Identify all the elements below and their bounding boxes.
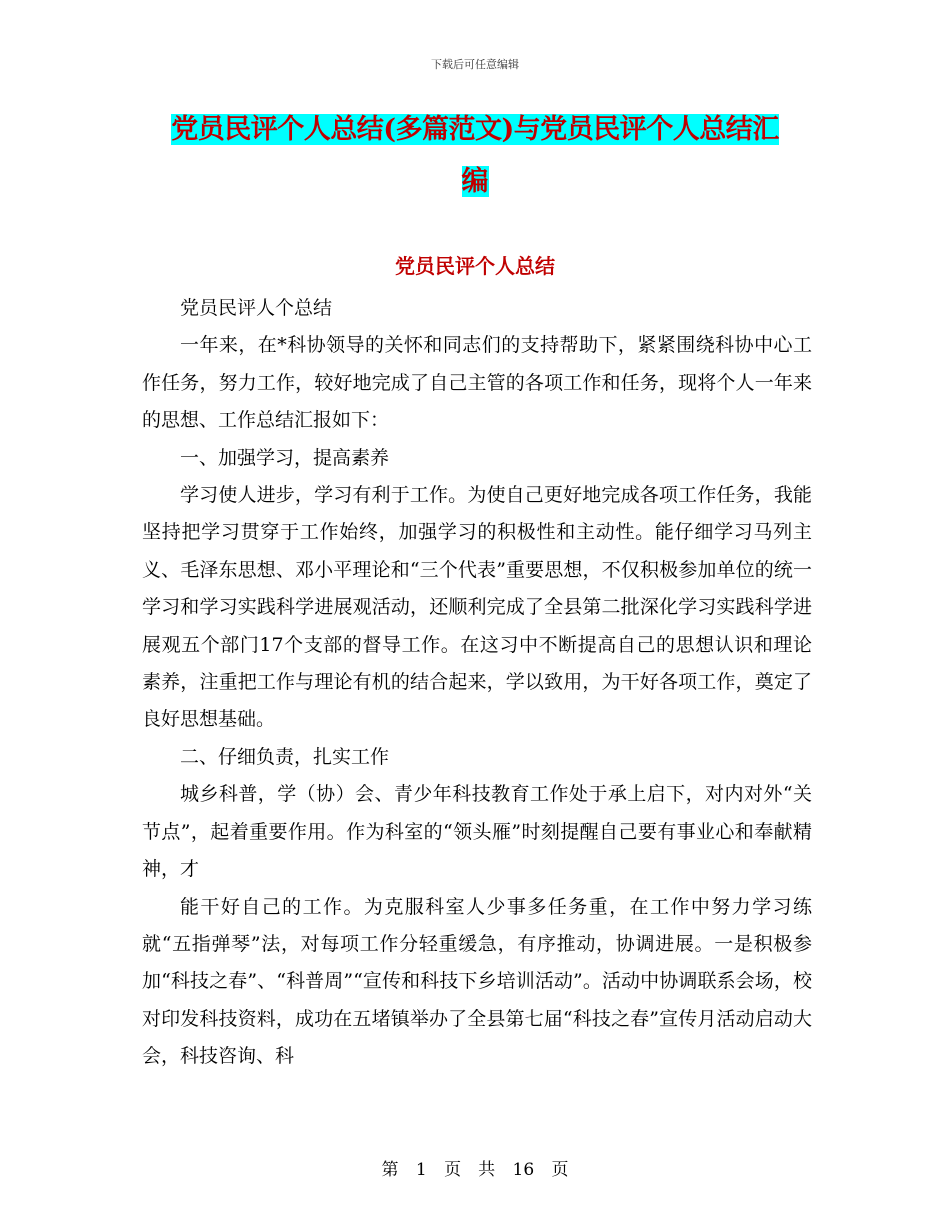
paragraph-subtitle: 党员民评人个总结	[180, 297, 333, 319]
footer-prefix: 第	[381, 1160, 399, 1180]
paragraph-heading-1: 一、加强学习，提高素养	[180, 446, 390, 469]
paragraph-heading-2: 二、仔细负责，扎实工作	[180, 745, 390, 768]
main-title	[60, 110, 890, 202]
page-footer	[0, 1155, 950, 1180]
footer-middle: 页 共	[444, 1160, 496, 1180]
document-body	[142, 290, 812, 1076]
paragraph-work-2: 能干好自己的工作。为克服科室人少事多任务重，在工作中努力学习练就“五指弹琴”法，对每项工作分轻重缓急，有序推动，协调进展。一是积极参加“科技之春”、“科普周”“宣传和科技下乡培训活动”。活动中协调联系会场，校对印发科技资料，成功在五堵镇举办了全县第七届“科技之春”宣传月活动启动大会，科技咨询、科	[142, 895, 812, 1068]
paragraph-study: 学习使人进步，学习有利于工作。为使自己更好地完成各项工作任务，我能坚持把学习贯穿于工作始终，加强学习的积极性和主动性。能仔细学习马列主义、毛泽东思想、邓小平理论和“三个代表”重要思想，不仅积极参加单位的统一学习和学习实践科学进展观活动，还顺利完成了全县第二批深化学习实践科学进展观五个部门17个支部的督导工作。在这习中不断提高自己的思想认识和理论素养，注重把工作与理论有机的结合起来，学以致用，为干好各项工作，奠定了良好思想基础。	[142, 484, 812, 731]
footer-page-number: 1	[415, 1160, 427, 1180]
main-title-line2: 编	[461, 166, 489, 197]
main-title-line1: 党员民评个人总结(多篇范文)与党员民评个人总结汇	[171, 114, 779, 145]
paragraph-intro: 一年来，在*科协领导的关怀和同志们的支持帮助下，紧紧围绕科协中心工作任务，努力工作，较好地完成了自己主管的各项工作和任务，现将个人一年来的思想、工作总结汇报如下：	[142, 334, 812, 432]
section-title: 党员民评个人总结	[395, 254, 555, 278]
footer-suffix: 页	[551, 1160, 569, 1180]
header-note: 下载后可任意编辑	[431, 58, 519, 71]
footer-total-pages: 16	[512, 1160, 535, 1180]
paragraph-work-1: 城乡科普，学（协）会、青少年科技教育工作处于承上启下，对内对外“关节点”，起着重要作用。作为科室的“领头雁”时刻提醒自己要有事业心和奉献精神，才	[142, 783, 812, 881]
